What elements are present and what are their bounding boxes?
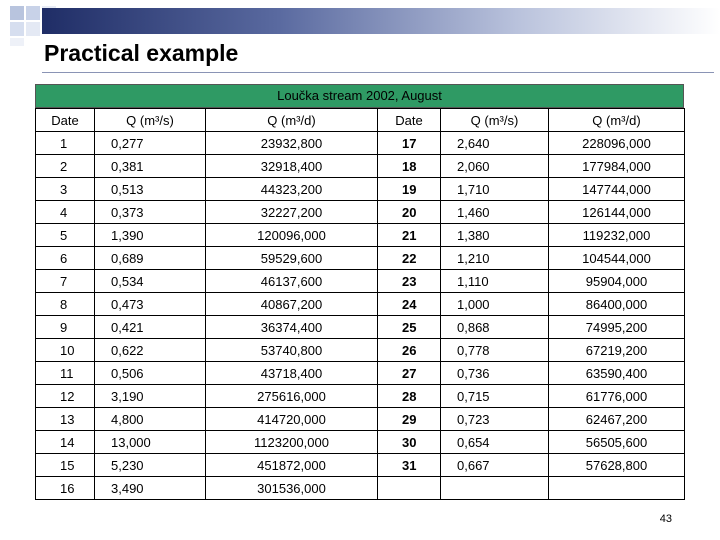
- cell-date-2: 28: [378, 385, 441, 408]
- cell-q-m3d-2: 62467,200: [549, 408, 685, 431]
- cell-q-m3s-2: 0,778: [441, 339, 549, 362]
- cell-q-m3d-2: 147744,000: [549, 178, 685, 201]
- cell-date-2: 29: [378, 408, 441, 431]
- cell-q-m3s: 1,390: [95, 224, 206, 247]
- cell-q-m3d: 43718,400: [206, 362, 378, 385]
- cell-q-m3s-2: 1,000: [441, 293, 549, 316]
- cell-q-m3d: 46137,600: [206, 270, 378, 293]
- header-q-m3d: Q (m³/d): [206, 109, 378, 132]
- cell-date-2: 24: [378, 293, 441, 316]
- table-row: [36, 178, 685, 201]
- table-row: [36, 201, 685, 224]
- table-row: [36, 362, 685, 385]
- cell-q-m3d: 36374,400: [206, 316, 378, 339]
- cell-date: 1: [36, 132, 95, 155]
- table-header-row: [36, 109, 685, 132]
- cell-q-m3d: 53740,800: [206, 339, 378, 362]
- cell-date-2: 21: [378, 224, 441, 247]
- cell-q-m3d-2: 126144,000: [549, 201, 685, 224]
- page-number: 43: [659, 513, 672, 525]
- cell-q-m3d: 40867,200: [206, 293, 378, 316]
- cell-q-m3d: 301536,000: [206, 477, 378, 500]
- cell-date-2: 19: [378, 178, 441, 201]
- decor-square: [10, 22, 24, 36]
- header-q-m3s-2: Q (m³/s): [441, 109, 549, 132]
- cell-date: 2: [36, 155, 95, 178]
- cell-q-m3d: 44323,200: [206, 178, 378, 201]
- table-row: [36, 132, 685, 155]
- cell-date: 15: [36, 454, 95, 477]
- table-caption: Loučka stream 2002, August: [35, 84, 684, 108]
- cell-date-2: 26: [378, 339, 441, 362]
- cell-q-m3d-2: 104544,000: [549, 247, 685, 270]
- cell-q-m3s-2: 0,868: [441, 316, 549, 339]
- cell-q-m3d-2: 63590,400: [549, 362, 685, 385]
- cell-date-2: 31: [378, 454, 441, 477]
- cell-date: 11: [36, 362, 95, 385]
- cell-q-m3s-2: 1,110: [441, 270, 549, 293]
- cell-q-m3s-2: 0,667: [441, 454, 549, 477]
- decor-square: [10, 38, 24, 46]
- cell-date-2: [378, 477, 441, 500]
- header-date: Date: [36, 109, 95, 132]
- table-row: [36, 477, 685, 500]
- cell-date-2: 22: [378, 247, 441, 270]
- cell-date: 13: [36, 408, 95, 431]
- cell-date: 8: [36, 293, 95, 316]
- cell-q-m3s-2: 1,710: [441, 178, 549, 201]
- cell-date: 16: [36, 477, 95, 500]
- slide-title: Practical example: [44, 40, 239, 66]
- cell-q-m3d-2: 228096,000: [549, 132, 685, 155]
- cell-q-m3d: 32227,200: [206, 201, 378, 224]
- cell-q-m3s-2: 1,380: [441, 224, 549, 247]
- cell-q-m3s-2: 2,640: [441, 132, 549, 155]
- cell-date: 3: [36, 178, 95, 201]
- cell-q-m3d-2: 57628,800: [549, 454, 685, 477]
- cell-q-m3s: 3,490: [95, 477, 206, 500]
- header-q-m3s: Q (m³/s): [95, 109, 206, 132]
- table-row: [36, 385, 685, 408]
- cell-date: 5: [36, 224, 95, 247]
- cell-q-m3s-2: 0,654: [441, 431, 549, 454]
- cell-q-m3s-2: 0,715: [441, 385, 549, 408]
- cell-q-m3s: 0,277: [95, 132, 206, 155]
- cell-q-m3s: 5,230: [95, 454, 206, 477]
- cell-q-m3d: 59529,600: [206, 247, 378, 270]
- cell-q-m3d-2: 56505,600: [549, 431, 685, 454]
- table-row: [36, 247, 685, 270]
- table-row: [36, 408, 685, 431]
- cell-q-m3s: 0,421: [95, 316, 206, 339]
- cell-q-m3d: 120096,000: [206, 224, 378, 247]
- cell-q-m3s: 0,689: [95, 247, 206, 270]
- cell-q-m3d: 451872,000: [206, 454, 378, 477]
- cell-q-m3d-2: 177984,000: [549, 155, 685, 178]
- cell-date: 14: [36, 431, 95, 454]
- table-row: [36, 431, 685, 454]
- cell-q-m3s: 0,513: [95, 178, 206, 201]
- cell-q-m3s: 0,381: [95, 155, 206, 178]
- cell-q-m3s: 0,506: [95, 362, 206, 385]
- cell-q-m3d-2: 67219,200: [549, 339, 685, 362]
- cell-q-m3s: 0,622: [95, 339, 206, 362]
- decor-square: [26, 22, 40, 36]
- cell-date-2: 18: [378, 155, 441, 178]
- cell-q-m3d: 23932,800: [206, 132, 378, 155]
- cell-q-m3s-2: 2,060: [441, 155, 549, 178]
- table-row: [36, 454, 685, 477]
- cell-q-m3s: 13,000: [95, 431, 206, 454]
- title-divider: [42, 72, 714, 73]
- table-row: [36, 339, 685, 362]
- discharge-table: [35, 108, 685, 500]
- cell-date-2: 23: [378, 270, 441, 293]
- cell-date-2: 25: [378, 316, 441, 339]
- table-row: [36, 155, 685, 178]
- cell-q-m3s: 0,373: [95, 201, 206, 224]
- cell-q-m3d: 275616,000: [206, 385, 378, 408]
- cell-q-m3s-2: 0,736: [441, 362, 549, 385]
- cell-q-m3s: 0,473: [95, 293, 206, 316]
- table-row: [36, 224, 685, 247]
- cell-date-2: 17: [378, 132, 441, 155]
- cell-q-m3s-2: 1,460: [441, 201, 549, 224]
- decor-square: [10, 6, 24, 20]
- cell-q-m3d: 32918,400: [206, 155, 378, 178]
- header-date-2: Date: [378, 109, 441, 132]
- cell-q-m3s-2: 1,210: [441, 247, 549, 270]
- decor-square: [26, 6, 40, 20]
- cell-q-m3s: 4,800: [95, 408, 206, 431]
- cell-date: 6: [36, 247, 95, 270]
- cell-date: 4: [36, 201, 95, 224]
- cell-date: 12: [36, 385, 95, 408]
- table-row: [36, 293, 685, 316]
- cell-q-m3s-2: [441, 477, 549, 500]
- cell-q-m3d-2: 119232,000: [549, 224, 685, 247]
- cell-date-2: 27: [378, 362, 441, 385]
- cell-date: 10: [36, 339, 95, 362]
- cell-date: 7: [36, 270, 95, 293]
- cell-date: 9: [36, 316, 95, 339]
- header-q-m3d-2: Q (m³/d): [549, 109, 685, 132]
- cell-date-2: 20: [378, 201, 441, 224]
- cell-q-m3d-2: [549, 477, 685, 500]
- cell-q-m3d-2: 86400,000: [549, 293, 685, 316]
- table-row: [36, 270, 685, 293]
- cell-q-m3s: 0,534: [95, 270, 206, 293]
- cell-q-m3s: 3,190: [95, 385, 206, 408]
- table-row: [36, 316, 685, 339]
- cell-q-m3d-2: 95904,000: [549, 270, 685, 293]
- cell-q-m3d: 1123200,000: [206, 431, 378, 454]
- header-banner: [42, 8, 720, 34]
- cell-q-m3s-2: 0,723: [441, 408, 549, 431]
- cell-date-2: 30: [378, 431, 441, 454]
- cell-q-m3d-2: 74995,200: [549, 316, 685, 339]
- cell-q-m3d: 414720,000: [206, 408, 378, 431]
- cell-q-m3d-2: 61776,000: [549, 385, 685, 408]
